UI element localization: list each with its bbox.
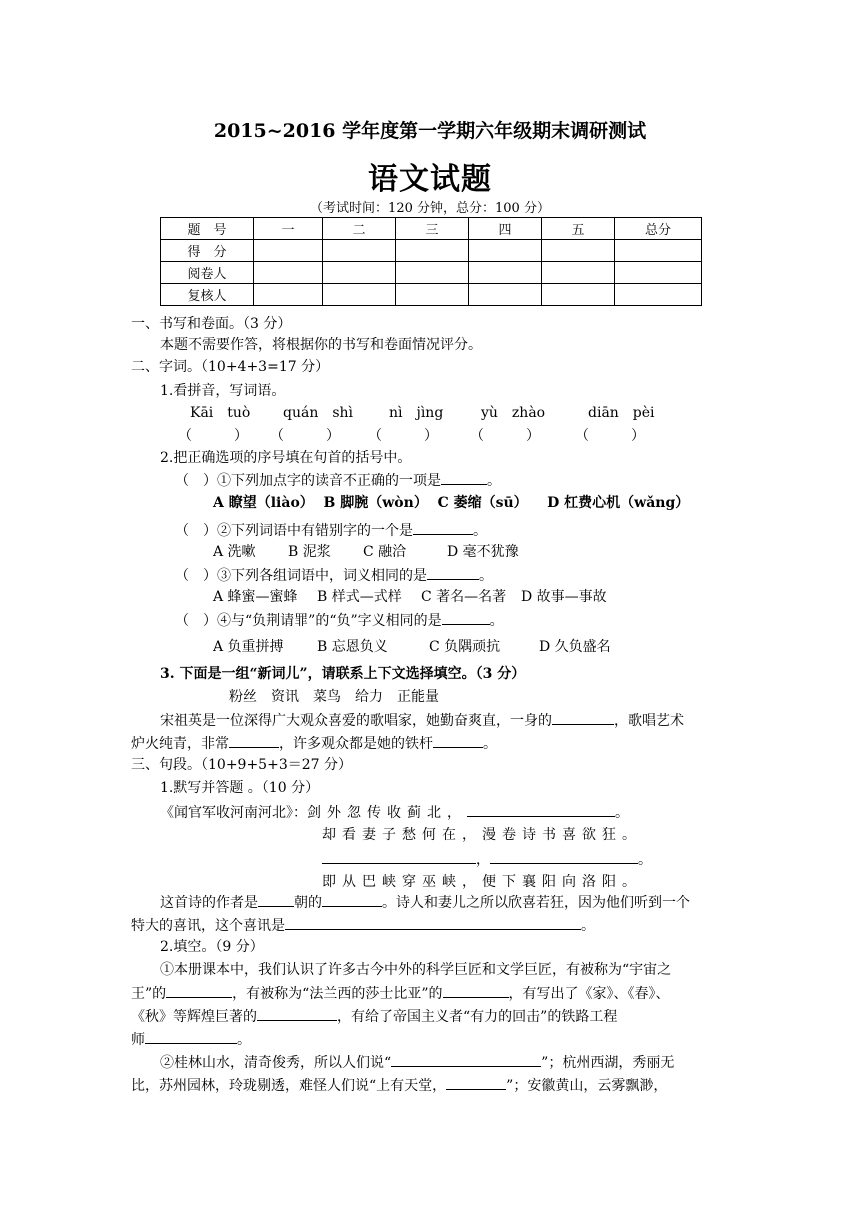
score-row-label: 得 分 bbox=[161, 240, 254, 262]
blank[interactable] bbox=[322, 892, 382, 907]
text-segment: ，有被称为“法兰西的莎士比亚”的 bbox=[232, 986, 443, 1002]
section-3-heading: 三、句段。（10+9+5+3＝27 分） bbox=[131, 757, 352, 773]
text-segment: 王”的 bbox=[131, 986, 167, 1002]
pinyin-1: Kāi tuò bbox=[190, 405, 251, 421]
question-stem: ①下列加点字的读音不正确的一项是 bbox=[217, 473, 441, 489]
text-segment: 朝的 bbox=[294, 895, 322, 911]
score-cell[interactable] bbox=[396, 240, 469, 262]
text-segment: 炉火纯青，非常 bbox=[131, 736, 229, 752]
option: A 蜂蜜—蜜蜂 bbox=[213, 589, 298, 605]
option: C 负隅顽抗 bbox=[429, 639, 501, 655]
section-2-heading: 二、字词。（10+4+3=17 分） bbox=[131, 359, 330, 375]
q3-2-line6 bbox=[131, 1075, 667, 1096]
choice-question-2 bbox=[175, 520, 487, 541]
pinyin-4: yù zhào bbox=[481, 405, 546, 421]
score-cell[interactable] bbox=[469, 284, 542, 306]
exam-title: 2015~2016 学年度第一学期六年级期末调研测试 bbox=[213, 120, 647, 142]
subject-title: 语文试题 bbox=[368, 162, 492, 197]
score-header-cell: 五 bbox=[542, 218, 615, 240]
text-segment: 。诗人和妻儿之所以欣喜若狂，因为他们听到一个 bbox=[382, 895, 690, 911]
text-segment: 比，苏州园林，玲珑剔透，难怪人们说“上有天堂， bbox=[131, 1078, 447, 1094]
score-cell[interactable] bbox=[323, 262, 396, 284]
stem-end: 。 bbox=[487, 473, 501, 489]
poem-title: 《闻官军收河南河北》： bbox=[160, 805, 307, 821]
blank[interactable] bbox=[145, 1029, 237, 1044]
q2-3-para-line2 bbox=[131, 733, 497, 754]
blank[interactable] bbox=[258, 892, 294, 907]
text-segment: 。 bbox=[581, 918, 595, 934]
poem-line-4: 即从巴峡穿巫峡，便下襄阳向洛阳。 bbox=[322, 874, 642, 890]
text-segment: 特大的喜讯，这个喜讯是 bbox=[131, 918, 285, 934]
blank[interactable] bbox=[257, 1006, 337, 1021]
score-row-label: 复核人 bbox=[161, 284, 254, 306]
score-row-label: 阅卷人 bbox=[161, 262, 254, 284]
poem-line-2: 却看妻子愁何在，漫卷诗书喜欲狂。 bbox=[322, 827, 642, 843]
text-segment: ”；安徽黄山，云雾飘渺， bbox=[506, 1078, 668, 1094]
poem-line-1 bbox=[160, 802, 629, 823]
q3-2-line5 bbox=[160, 1052, 674, 1073]
score-cell[interactable] bbox=[542, 262, 615, 284]
answer-paren[interactable]: （ ） bbox=[175, 568, 217, 584]
score-header-cell: 三 bbox=[396, 218, 469, 240]
score-cell[interactable] bbox=[542, 284, 615, 306]
new-words: 粉丝 资讯 菜鸟 给力 正能量 bbox=[229, 689, 439, 705]
blank[interactable] bbox=[433, 733, 483, 748]
question-stem: ④与“负荆请罪”的“负”字义相同的是 bbox=[217, 613, 442, 629]
answer-paren[interactable]: （ ） bbox=[175, 523, 217, 539]
score-cell[interactable] bbox=[396, 262, 469, 284]
answer-bracket[interactable]: （ ） bbox=[470, 428, 540, 444]
answer-bracket[interactable]: （ ） bbox=[178, 428, 248, 444]
score-header-cell: 四 bbox=[469, 218, 542, 240]
q3-2-line3 bbox=[131, 1006, 617, 1027]
score-cell[interactable] bbox=[469, 262, 542, 284]
choice-question-3 bbox=[175, 565, 493, 586]
blank[interactable] bbox=[427, 565, 479, 580]
score-cell[interactable] bbox=[469, 240, 542, 262]
q3-1-answer-line2 bbox=[131, 915, 595, 936]
score-table-row bbox=[161, 262, 702, 284]
option: A 负重拼搏 bbox=[213, 639, 284, 655]
score-cell[interactable] bbox=[615, 284, 702, 306]
question-stem: ③下列各组词语中，词义相同的是 bbox=[217, 568, 427, 584]
score-header-cell: 题 号 bbox=[161, 218, 254, 240]
q3-2-line2 bbox=[131, 983, 670, 1004]
punct: 。 bbox=[615, 805, 629, 821]
score-cell[interactable] bbox=[615, 262, 702, 284]
choice-options-2 bbox=[213, 542, 519, 562]
score-cell[interactable] bbox=[615, 240, 702, 262]
score-cell[interactable] bbox=[254, 240, 323, 262]
q3-1-title: 1.默写并答题 。（10 分） bbox=[160, 780, 320, 796]
text-segment: 宋祖英是一位深得广大观众喜爱的歌唱家，她勤奋爽直，一身的 bbox=[160, 713, 552, 729]
answer-bracket[interactable]: （ ） bbox=[270, 428, 340, 444]
q3-1-answer-line1 bbox=[160, 892, 690, 913]
score-cell[interactable] bbox=[323, 284, 396, 306]
pinyin-5: diān pèi bbox=[588, 405, 655, 421]
stem-end: 。 bbox=[473, 523, 487, 539]
score-table-header-row bbox=[161, 218, 702, 240]
choice-question-1 bbox=[175, 470, 501, 491]
q3-2-title: 2.填空。（9 分） bbox=[160, 939, 264, 955]
pinyin-2: quán shì bbox=[283, 405, 354, 421]
option: B 泥浆 bbox=[288, 544, 331, 560]
option: B 脚腕（wòn） bbox=[323, 495, 428, 511]
text-segment: ，有给了帝国主义者“有力的回击”的铁路工程 bbox=[337, 1009, 618, 1025]
answer-paren[interactable]: （ ） bbox=[175, 473, 217, 489]
blank[interactable] bbox=[467, 802, 615, 817]
blank[interactable] bbox=[391, 1052, 541, 1067]
score-cell[interactable] bbox=[396, 284, 469, 306]
text-segment: 这首诗的作者是 bbox=[160, 895, 258, 911]
answer-paren[interactable]: （ ） bbox=[175, 613, 217, 629]
score-header-cell: 二 bbox=[323, 218, 396, 240]
option: C 融洽 bbox=[363, 544, 407, 560]
text-segment: ，有写出了《家》、《春》、 bbox=[508, 986, 670, 1002]
section-1-text: 本题不需要作答，将根据你的书写和卷面情况评分。 bbox=[160, 337, 482, 353]
score-table bbox=[160, 217, 702, 306]
question-stem: ②下列词语中有错别字的一个是 bbox=[217, 523, 413, 539]
blank[interactable] bbox=[229, 733, 279, 748]
score-header-cell: 一 bbox=[254, 218, 323, 240]
score-cell[interactable] bbox=[254, 284, 323, 306]
option: A 瞭望（liào） bbox=[213, 495, 314, 511]
blank[interactable] bbox=[322, 849, 476, 864]
q3-2-line1: ①本册课本中，我们认识了许多古今中外的科学巨匠和文学巨匠，有被称为“宇宙之 bbox=[160, 962, 672, 978]
answer-bracket[interactable]: （ ） bbox=[575, 428, 645, 444]
q2-3-para-line1 bbox=[160, 710, 684, 731]
stem-end: 。 bbox=[489, 613, 504, 629]
blank[interactable] bbox=[446, 1075, 506, 1090]
text-segment: 《秋》等辉煌巨著的 bbox=[131, 1009, 257, 1025]
q3-2-line4 bbox=[131, 1029, 251, 1050]
choice-question-4 bbox=[175, 610, 504, 631]
q2-3-title: 3. 下面是一组“新词儿”，请联系上下文选择填空。（3 分） bbox=[160, 666, 526, 682]
option: C 萎缩（sū） bbox=[437, 495, 528, 511]
section-1-heading: 一、书写和卷面。（3 分） bbox=[131, 316, 292, 332]
option: A 洗嗽 bbox=[213, 544, 256, 560]
stem-end: 。 bbox=[479, 568, 493, 584]
option: B 忘恩负义 bbox=[317, 639, 388, 655]
option: D 久负盛名 bbox=[539, 639, 611, 655]
blank[interactable] bbox=[490, 849, 638, 864]
option: C 著名—名著 bbox=[421, 589, 507, 605]
choice-options-1 bbox=[213, 493, 689, 513]
score-cell[interactable] bbox=[542, 240, 615, 262]
text-segment: ，歌唱艺术 bbox=[614, 713, 684, 729]
score-table-row bbox=[161, 284, 702, 306]
score-cell[interactable] bbox=[254, 262, 323, 284]
blank[interactable] bbox=[443, 983, 509, 998]
text-segment: 。 bbox=[237, 1032, 251, 1048]
text-segment: 师 bbox=[131, 1032, 145, 1048]
option: D 毫不犹豫 bbox=[447, 544, 519, 560]
blank[interactable] bbox=[442, 610, 490, 625]
pinyin-3: nì jìng bbox=[389, 405, 444, 421]
poem-line-3 bbox=[322, 849, 652, 870]
punct: 。 bbox=[638, 852, 652, 868]
poem-text: 剑外忽传收蓟北， bbox=[307, 805, 467, 821]
text-segment: ”；杭州西湖，秀丽无 bbox=[541, 1055, 675, 1071]
blank[interactable] bbox=[441, 470, 487, 485]
option: B 样式—式样 bbox=[317, 589, 402, 605]
choice-options-4 bbox=[213, 637, 611, 657]
option: D 杠费心机（wǎng） bbox=[547, 495, 690, 511]
text-segment: ，许多观众都是她的铁杆 bbox=[279, 736, 433, 752]
score-header-cell: 总分 bbox=[615, 218, 702, 240]
text-segment: 。 bbox=[483, 736, 497, 752]
blank[interactable] bbox=[285, 915, 581, 930]
option: D 故事—事故 bbox=[521, 589, 607, 605]
blank[interactable] bbox=[552, 710, 614, 725]
blank[interactable] bbox=[166, 983, 232, 998]
answer-bracket[interactable]: （ ） bbox=[368, 428, 438, 444]
score-table-row bbox=[161, 240, 702, 262]
q2-1-title: 1.看拼音，写词语。 bbox=[160, 383, 286, 399]
choice-options-3 bbox=[213, 587, 607, 607]
exam-info: （考试时间：120 分钟，总分：100 分） bbox=[310, 201, 550, 216]
q2-2-title: 2.把正确选项的序号填在句首的括号中。 bbox=[160, 450, 412, 466]
score-cell[interactable] bbox=[323, 240, 396, 262]
text-segment: ②桂林山水，清奇俊秀，所以人们说“ bbox=[160, 1055, 392, 1071]
punct: ， bbox=[476, 852, 490, 868]
blank[interactable] bbox=[413, 520, 473, 535]
